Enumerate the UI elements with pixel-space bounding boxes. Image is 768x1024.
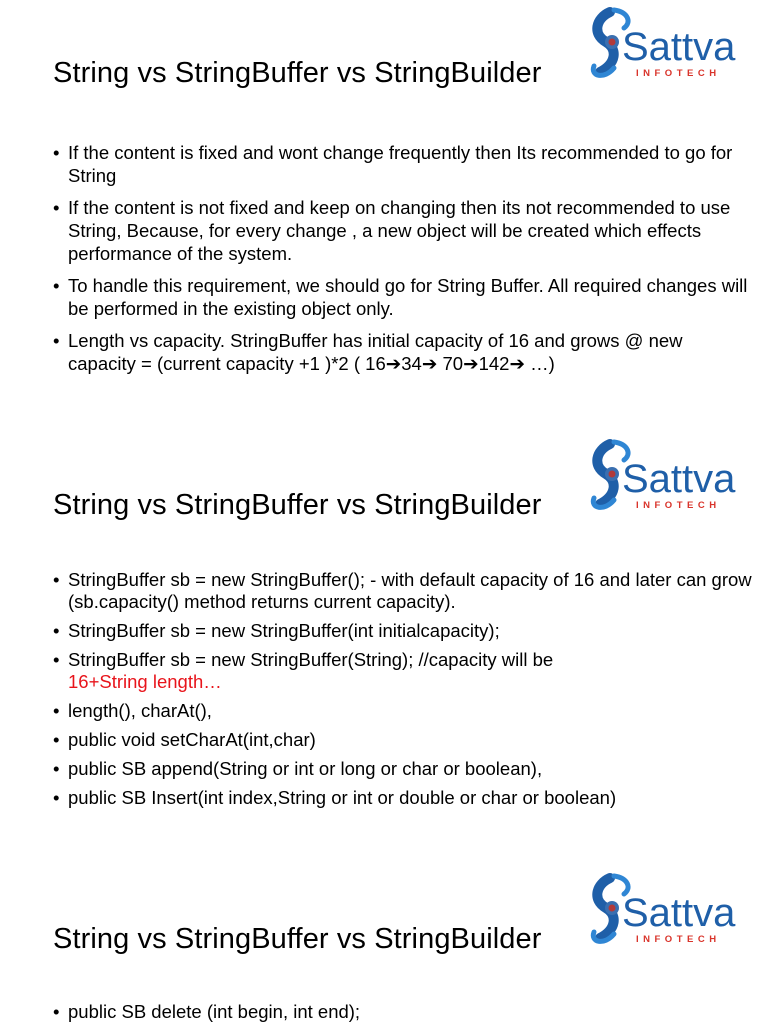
list-item-capacity xyxy=(53,329,753,375)
list-item: • length(), charAt(), xyxy=(53,700,753,722)
brand-logo xyxy=(588,872,748,952)
bullet-list xyxy=(53,569,753,809)
slide-2 xyxy=(0,432,768,862)
list-item: • If the content is not fixed and keep on changing then its not recommended to use String, Because, for every change , a new object will be created which effects performance of the system. xyxy=(53,196,753,265)
brand-logo xyxy=(588,438,748,518)
list-item: • public SB delete (int begin, int end); xyxy=(53,1000,753,1023)
slide-title: String vs StringBuffer vs StringBuilder xyxy=(53,57,542,89)
seq-value: 16 xyxy=(365,353,386,374)
logo-wordmark: Sattva xyxy=(622,25,736,69)
seq-value: 70 xyxy=(437,353,464,374)
arrow-icon: ➔ xyxy=(385,353,402,374)
logo-tagline: INFOTECH xyxy=(636,500,721,511)
bullet-list xyxy=(53,1000,753,1023)
arrow-icon: ➔ xyxy=(421,353,438,374)
list-item: • public SB Insert(int index,String or int or double or char or boolean) xyxy=(53,787,753,809)
sattva-logo-icon xyxy=(588,6,748,86)
list-item: • If the content is fixed and wont change frequently then Its recommended to go for String xyxy=(53,141,753,187)
slide-title: String vs StringBuffer vs StringBuilder xyxy=(53,923,542,955)
slide-3 xyxy=(0,866,768,1024)
capacity-note-highlight: 16+String length… xyxy=(68,671,222,692)
list-item: • To handle this requirement, we should go for String Buffer. All required changes will be performed in the existing object only. xyxy=(53,274,753,320)
slide-title: String vs StringBuffer vs StringBuilder xyxy=(53,489,542,521)
sattva-logo-icon xyxy=(588,872,748,952)
slide-1 xyxy=(0,0,768,430)
arrow-icon: ➔ xyxy=(509,353,525,374)
bullet-list xyxy=(53,141,753,375)
list-item: • StringBuffer sb = new StringBuffer(int initialcapacity); xyxy=(53,620,753,642)
capacity-text: Length vs capacity. StringBuffer has initial capacity of 16 and grows @ new capacity = (current capacity +1 )*2 ( xyxy=(68,330,683,374)
list-item: • public SB append(String or int or long or char or boolean), xyxy=(53,758,753,780)
seq-value: 34 xyxy=(401,353,422,374)
logo-wordmark: Sattva xyxy=(622,891,736,935)
capacity-note-text: StringBuffer sb = new StringBuffer(String); //capacity will be xyxy=(68,649,554,670)
seq-value: 142 xyxy=(478,353,510,374)
arrow-icon: ➔ xyxy=(463,353,479,374)
list-item: • StringBuffer sb = new StringBuffer(); - with default capacity of 16 and later can grow (sb.capacity() method returns current capacity). xyxy=(53,569,753,613)
seq-value: …) xyxy=(524,353,555,374)
logo-wordmark: Sattva xyxy=(622,457,736,501)
sattva-logo-icon xyxy=(588,438,748,518)
list-item-capacity-note xyxy=(53,649,753,693)
list-item: • public void setCharAt(int,char) xyxy=(53,729,753,751)
logo-tagline: INFOTECH xyxy=(636,934,721,945)
logo-tagline: INFOTECH xyxy=(636,68,721,79)
brand-logo xyxy=(588,6,748,86)
